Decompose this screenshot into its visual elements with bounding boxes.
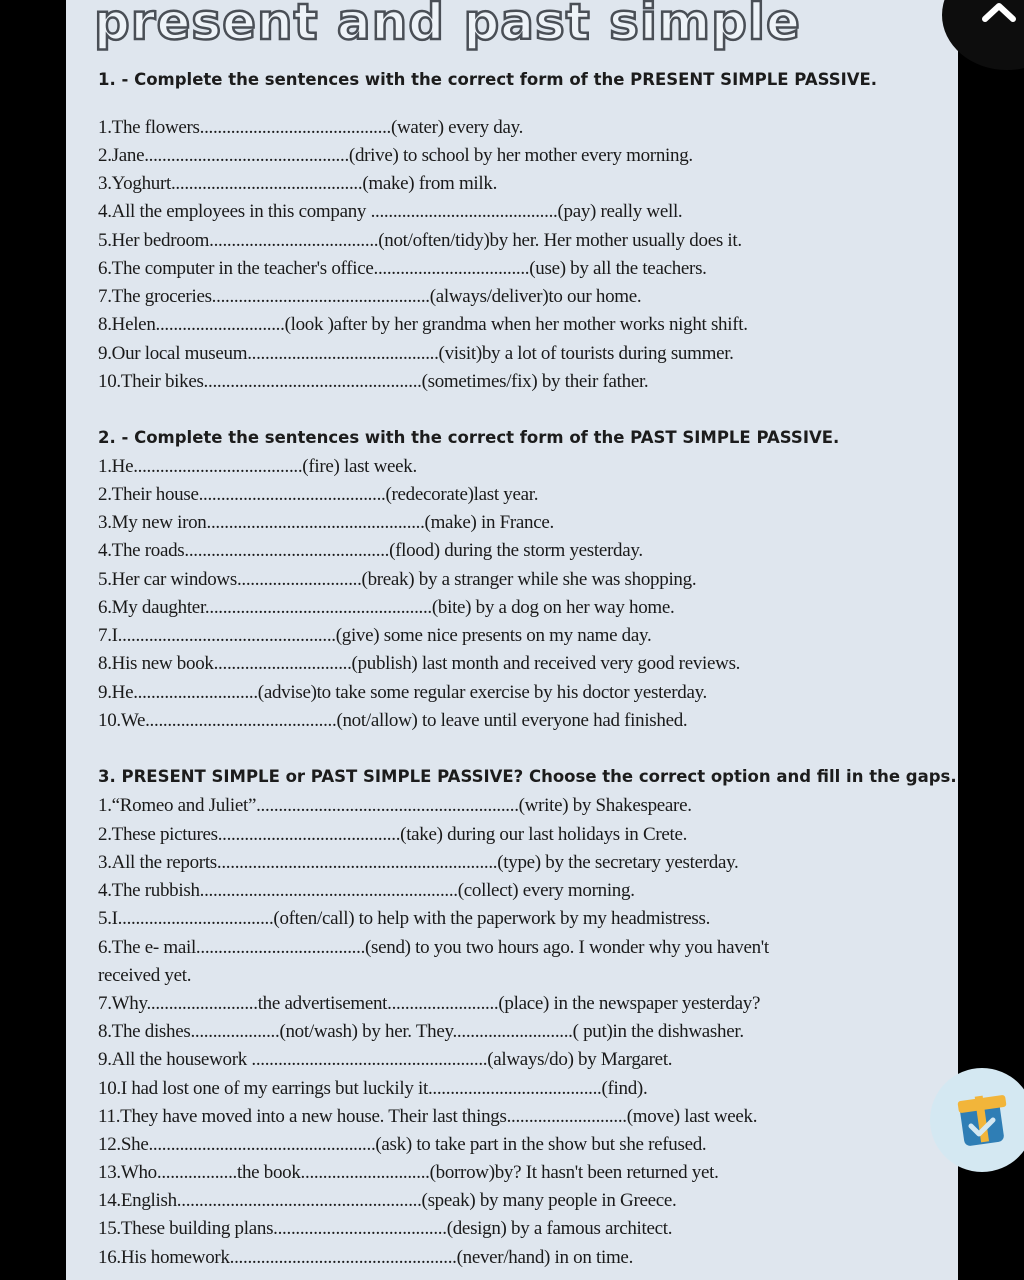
gift-check-icon bbox=[954, 1090, 1010, 1150]
exercise-line: 2.Jane..............................................(drive) to school by her mother every morning. bbox=[98, 145, 693, 166]
exercise-line: 3.Yoghurt...........................................(make) from milk. bbox=[98, 173, 498, 194]
exercise-line: 1.He......................................(fire) last week. bbox=[98, 456, 417, 477]
exercise-line: 9.All the housework .....................................................(always/do) by Margaret. bbox=[98, 1049, 673, 1070]
exercise-line: 6.The computer in the teacher's office...................................(use) by all the teachers. bbox=[98, 258, 707, 279]
exercise-line: 1.“Romeo and Juliet”...........................................................(write) by Shakespeare. bbox=[98, 795, 692, 816]
exercise-line: 4.The rubbish..........................................................(collect) every morning. bbox=[98, 880, 635, 901]
section-1-heading: 1. - Complete the sentences with the correct form of the PRESENT SIMPLE PASSIVE. bbox=[98, 70, 878, 89]
exercise-line: 4.The roads..............................................(flood) during the storm yesterday. bbox=[98, 540, 643, 561]
worksheet-title: present and past simple bbox=[94, 0, 801, 51]
section-3-heading: 3. PRESENT SIMPLE or PAST SIMPLE PASSIVE? Choose the correct option and fill in the gaps. bbox=[98, 767, 957, 786]
exercise-line: 5.Her bedroom......................................(not/often/tidy)by her. Her mother usually does it. bbox=[98, 230, 742, 251]
exercise-line: 7.The groceries.................................................(always/deliver)to our home. bbox=[98, 286, 642, 307]
chevron-up-icon bbox=[979, 0, 1019, 23]
exercise-line: 2.These pictures.........................................(take) during our last holidays in Crete. bbox=[98, 824, 688, 845]
exercise-line: 14.English.......................................................(speak) by many people in Greece. bbox=[98, 1190, 677, 1211]
floating-app-button[interactable] bbox=[930, 1068, 1024, 1172]
exercise-line: 10.We...........................................(not/allow) to leave until everyone had finished. bbox=[98, 710, 688, 731]
collapse-button[interactable] bbox=[970, 0, 1024, 28]
exercise-line: 16.His homework...................................................(never/hand) in on time. bbox=[98, 1247, 634, 1268]
exercise-line: 7.I.................................................(give) some nice presents on my name day. bbox=[98, 625, 652, 646]
exercise-line: 3.All the reports...............................................................(type) by the secretary yesterday. bbox=[98, 852, 739, 873]
exercise-line: 9.He............................(advise)to take some regular exercise by his doctor yesterday. bbox=[98, 682, 707, 703]
exercise-line: 8.The dishes....................(not/wash) by her. They...........................( put)in the dishwasher. bbox=[98, 1021, 744, 1042]
exercise-line: 8.Helen.............................(look )after by her grandma when her mother works night shift. bbox=[98, 314, 748, 335]
exercise-line: 6.My daughter...................................................(bite) by a dog on her way home. bbox=[98, 597, 675, 618]
section-2-heading: 2. - Complete the sentences with the correct form of the PAST SIMPLE PASSIVE. bbox=[98, 428, 840, 447]
exercise-line: 9.Our local museum...........................................(visit)by a lot of tourists during summer. bbox=[98, 343, 734, 364]
exercise-line: 12.She...................................................(ask) to take part in the show but she refused. bbox=[98, 1134, 707, 1155]
exercise-line: received yet. bbox=[98, 965, 192, 986]
exercise-line: 4.All the employees in this company ..........................................(pay) really well. bbox=[98, 201, 683, 222]
exercise-line: 15.These building plans.......................................(design) by a famous architect. bbox=[98, 1218, 673, 1239]
exercise-line: 7.Why.........................the advertisement.........................(place) in the newspaper yesterday? bbox=[98, 993, 761, 1014]
exercise-line: 13.Who..................the book.............................(borrow)by? It hasn't been returned yet. bbox=[98, 1162, 719, 1183]
exercise-line: 5.I...................................(often/call) to help with the paperwork by my headmistress. bbox=[98, 908, 711, 929]
exercise-line: 5.Her car windows............................(break) by a stranger while she was shopping. bbox=[98, 569, 697, 590]
exercise-line: 8.His new book...............................(publish) last month and received very good reviews. bbox=[98, 653, 741, 674]
exercise-line: 11.They have moved into a new house. Their last things...........................(move) last week. bbox=[98, 1106, 758, 1127]
exercise-line: 3.My new iron.................................................(make) in France. bbox=[98, 512, 554, 533]
exercise-line: 10.Their bikes.................................................(sometimes/fix) by their father. bbox=[98, 371, 649, 392]
exercise-line: 2.Their house..........................................(redecorate)last year. bbox=[98, 484, 539, 505]
exercise-line: 6.The e- mail......................................(send) to you two hours ago. I wonder why you haven't bbox=[98, 937, 769, 958]
exercise-line: 1.The flowers...........................................(water) every day. bbox=[98, 117, 524, 138]
exercise-line: 10.I had lost one of my earrings but luckily it.......................................(find). bbox=[98, 1078, 648, 1099]
